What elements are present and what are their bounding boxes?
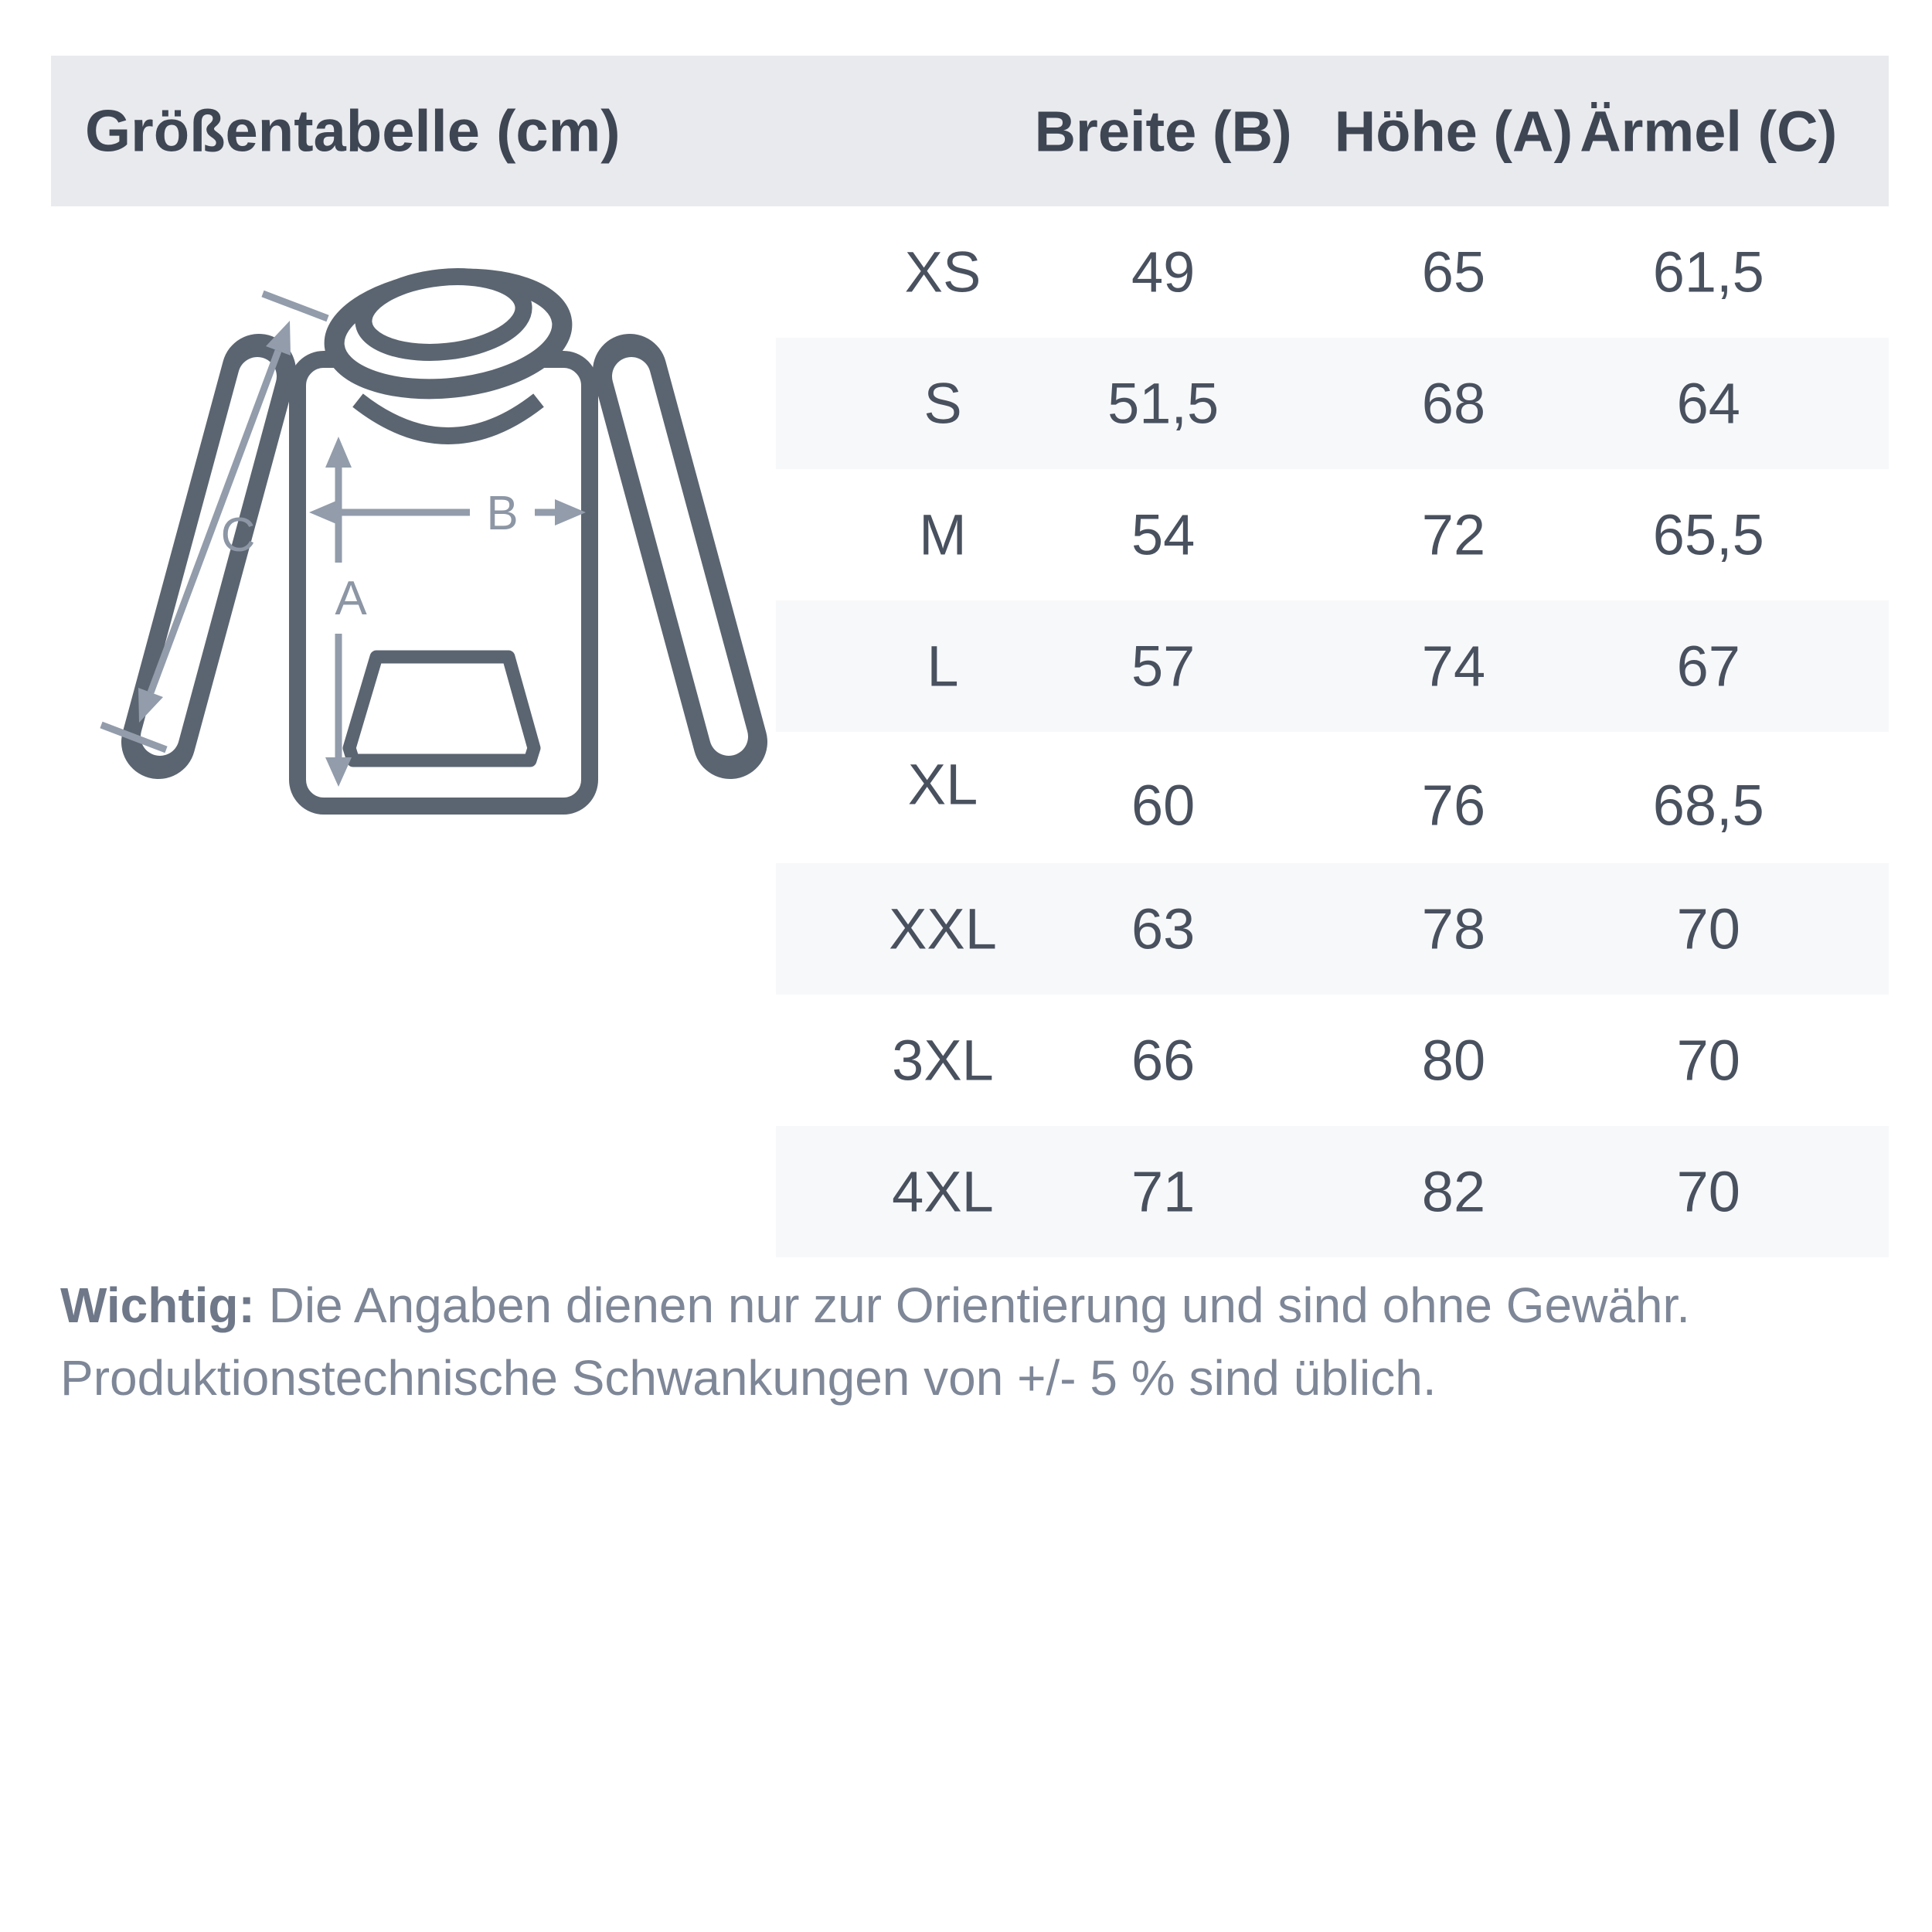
disclaimer-line2: Produktionstechnische Schwankungen von +/- 5 % sind üblich.: [60, 1350, 1437, 1406]
hoodie-right-sleeve: [630, 371, 730, 742]
hoehe-value: 80: [1421, 1028, 1486, 1093]
hoehe-value: 65: [1421, 240, 1486, 304]
table-row-xs: [776, 206, 1889, 338]
aermel-value: 64: [1676, 371, 1740, 436]
size-label: XXL: [889, 896, 997, 961]
column-header-breite: Breite (B): [1034, 99, 1292, 163]
hoodie-hood: [328, 268, 567, 436]
size-label: L: [927, 634, 959, 699]
breite-value: 60: [1131, 773, 1196, 838]
aermel-value: 68,5: [1652, 773, 1764, 838]
table-row-xxl: [776, 863, 1889, 995]
table-row-m: [776, 469, 1889, 600]
breite-value: 66: [1131, 1028, 1196, 1093]
table-row-xl: [776, 732, 1889, 863]
hoehe-value: 68: [1421, 371, 1486, 436]
size-label: XS: [904, 240, 981, 304]
column-header-aermel: Ärmel (C): [1580, 99, 1838, 163]
aermel-value: 70: [1676, 1159, 1740, 1224]
breite-value: 54: [1131, 502, 1196, 567]
breite-value: 49: [1131, 240, 1196, 304]
column-header-hoehe: Höhe (A): [1334, 99, 1573, 163]
label-c: C: [220, 509, 256, 562]
breite-value: 51,5: [1107, 371, 1219, 436]
hoehe-value: 82: [1421, 1159, 1486, 1224]
size-label: XL: [907, 752, 978, 817]
aermel-value: 61,5: [1652, 240, 1764, 304]
hoehe-value: 74: [1421, 634, 1486, 699]
disclaimer-note: [60, 1269, 1861, 1414]
hoehe-value: 72: [1421, 502, 1486, 567]
aermel-value: 70: [1676, 1028, 1740, 1093]
hoodie-measurement-diagram: [62, 216, 804, 866]
label-a: A: [335, 572, 367, 625]
size-label: S: [923, 371, 962, 436]
size-label: 3XL: [892, 1028, 994, 1093]
size-table: [776, 206, 1889, 1257]
hoodie-pocket: [349, 657, 534, 760]
hoehe-value: 76: [1421, 773, 1486, 838]
aermel-value: 70: [1676, 896, 1740, 961]
disclaimer-bold: Wichtig:: [60, 1277, 255, 1333]
label-b: B: [486, 487, 519, 540]
column-headers: [776, 56, 1889, 206]
size-label: M: [919, 502, 967, 567]
table-row-4xl: [776, 1126, 1889, 1257]
breite-value: 63: [1131, 896, 1196, 961]
breite-value: 71: [1131, 1159, 1196, 1224]
aermel-value: 67: [1676, 634, 1740, 699]
aermel-value: 65,5: [1652, 502, 1764, 567]
hoehe-value: 78: [1421, 896, 1486, 961]
table-row-s: [776, 338, 1889, 469]
breite-value: 57: [1131, 634, 1196, 699]
size-label: 4XL: [892, 1159, 994, 1224]
disclaimer-line1: Die Angaben dienen nur zur Orientierung und sind ohne Gewähr.: [268, 1277, 1691, 1333]
table-row-3xl: [776, 995, 1889, 1126]
size-chart-header: [51, 56, 1889, 206]
page-title: Größentabelle (cm): [85, 98, 621, 164]
table-row-l: [776, 600, 1889, 732]
